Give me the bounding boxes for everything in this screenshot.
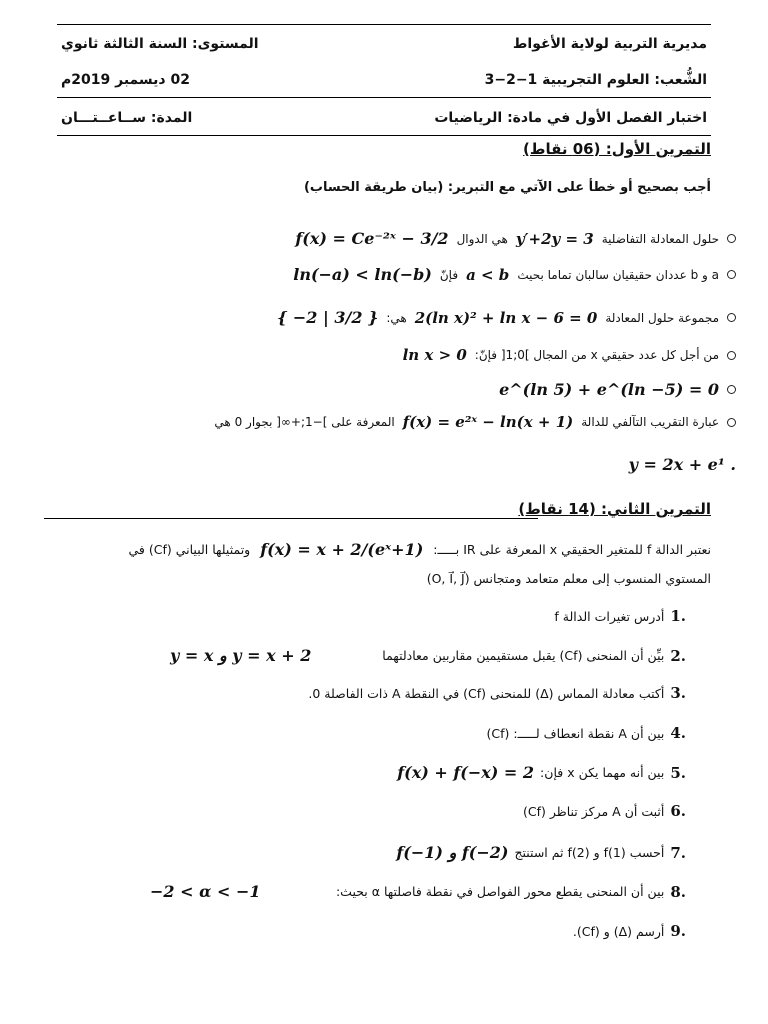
statement-4: من أجل كل عدد حقيقي x من المجال ]0;1[ فإنّ: ln x > 0	[95, 346, 736, 364]
exercise2-title: التمرين الثاني: (14 نقاط)	[518, 500, 711, 518]
bullet-icon	[727, 313, 736, 322]
question-7: 7. أحسب f(1) و f(2) ثم استنتج f(−1) و f(−2)	[396, 843, 686, 862]
statement-2: a و b عددان حقيقيان سالبان تماما بحيث a < b فإنّ ln(−a) < ln(−b)	[95, 265, 736, 284]
question-9: 9. أرسم (Δ) و (Cf).	[572, 922, 686, 940]
question-4: 4. بين أن A نقطة انعطاف لـــــ: (Cf)	[486, 724, 686, 742]
exercise2-intro-line1: نعتبر الدالة f للمتغير الحقيقي x المعرفة على IR بـــــ: f(x) = x + 2/(eˣ+1) وتمثيلها البياني (Cf) في	[128, 540, 711, 559]
bullet-icon	[727, 234, 736, 243]
exam-subject: اختبار الفصل الأول في مادة: الرياضيات	[434, 109, 707, 126]
bullet-icon	[727, 351, 736, 360]
question-5: 5. بين أنه مهما يكن x فإن: f(x) + f(−x) = 2	[397, 763, 686, 782]
question-1: 1. أدرس تغيرات الدالة f	[554, 607, 686, 625]
statement-3: مجموعة حلول المعادلة 2(ln x)² + ln x − 6 = 0 هي: { −2 | 3/2 }	[95, 308, 736, 327]
question-6: 6. أثبت أن A مركز تناظر (Cf)	[522, 802, 686, 820]
header-row-2	[57, 62, 711, 98]
statement-5: e^(ln 5) + e^(ln −5) = 0	[95, 380, 736, 399]
exercise1-instruction: أجب بصحيح أو خطأ على الآتي مع التبرير: (بيان طريقة الحساب)	[303, 180, 711, 195]
statement-6: عبارة التقريب التآلفي للدالة f(x) = e²ˣ − ln(x + 1) المعرفة على ]−1;+∞[ بجوار 0 هي	[95, 413, 736, 431]
stream: الشُّعب: العلوم التجريبية 1−2−3	[484, 71, 707, 88]
exercise2-intro-line2: المستوي المنسوب إلى معلم متعامد ومتجانس (O, I⃗, J⃗)	[426, 571, 711, 586]
question-3: 3. أكتب معادلة المماس (Δ) للمنحنى (Cf) في النقطة A ذات الفاصلة 0.	[308, 684, 686, 702]
header-row-1	[57, 24, 711, 62]
question-8: 8. بين أن المنحنى يقطع محور الفواصل في نقطة فاصلتها α بحيث: −2 < α < −1	[150, 882, 686, 901]
question-2: 2. بيِّن أن المنحنى (Cf) يقبل مستقيمين مقاربين معادلتهما y = x و y = x + 2	[170, 646, 686, 665]
level: المستوى: السنة الثالثة ثانوي	[61, 35, 259, 52]
statement-6-answer: y = 2x + e¹ .	[628, 455, 736, 474]
bullet-icon	[727, 270, 736, 279]
bullet-icon	[727, 385, 736, 394]
directorate: مديرية التربية لولاية الأغواط	[512, 35, 707, 52]
statement-1: حلول المعادلة التفاضلية y′+2y = 3 هي الدوال f(x) = Ce⁻²ˣ − 3/2	[95, 229, 736, 248]
exam-header	[57, 24, 711, 136]
exercise1-title: التمرين الأول: (06 نقاط)	[523, 140, 711, 158]
bullet-icon	[727, 418, 736, 427]
exercise2-title-rule	[44, 518, 538, 519]
exam-duration: المدة: ســاعــتـــان	[61, 109, 193, 126]
header-row-3	[57, 100, 711, 136]
exam-date: 02 ديسمبر 2019م	[61, 71, 190, 88]
